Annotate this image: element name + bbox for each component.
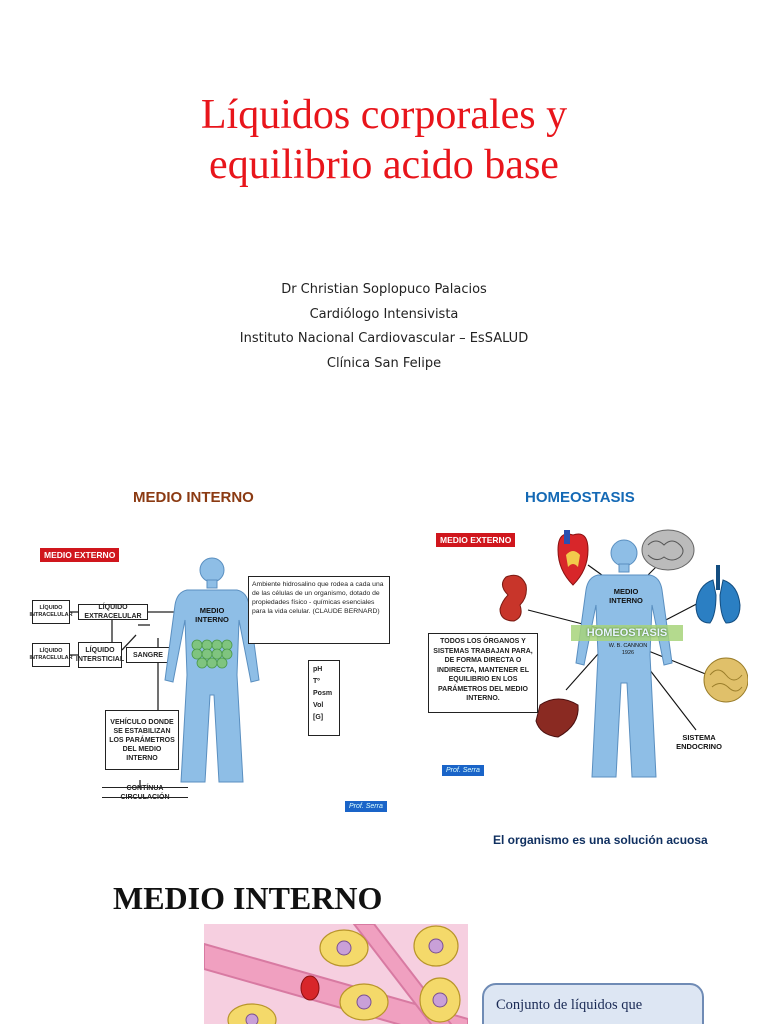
credit-line: Instituto Nacional Cardiovascular – EsSALUD: [239, 331, 529, 346]
intestine-icon: [704, 658, 748, 702]
param-posm: Posm: [313, 690, 333, 697]
lungs-icon: [696, 565, 740, 623]
homeostasis-diagram: [428, 525, 748, 790]
param-ph: pH: [313, 666, 323, 673]
medio-externo-label: MEDIO EXTERNO: [436, 533, 515, 547]
liquido-intracelular-box: LÍQUIDO INTRACELULAR: [32, 643, 70, 667]
credit-line: Clínica San Felipe: [326, 355, 442, 371]
credit-line: Dr Christian Soplopuco Palacios: [281, 282, 487, 297]
vehiculo-box: VEHÍCULO DONDE SE ESTABILIZAN LOS PARÁMETROS DEL MEDIO INTERNO: [105, 710, 179, 770]
slide-caption: El organismo es una solución acuosa: [493, 833, 708, 847]
medio-interno-body-label: MEDIO INTERNO: [609, 587, 643, 605]
credit-badge: Prof. Serra: [442, 765, 484, 776]
cells-illustration: [204, 924, 468, 1024]
medio-externo-label: MEDIO EXTERNO: [40, 548, 119, 562]
param-vol: Vol: [313, 702, 324, 709]
circulacion-box: CONTÍNUA CIRCULACIÓN: [102, 787, 188, 798]
presentation-title: [0, 90, 768, 190]
definition-callout: Conjunto de líquidos que: [482, 983, 704, 1024]
heading-homeostasis: HOMEOSTASIS: [525, 489, 635, 506]
cannon-label: W. B. CANNON 1926: [608, 643, 648, 656]
slide-heading: MEDIO INTERNO: [113, 880, 383, 916]
liquido-intersticial-box: LÍQUIDO INTERSTICIAL: [78, 642, 122, 668]
medio-interno-diagram: [30, 540, 395, 820]
credit-badge: Prof. Serra: [345, 801, 387, 812]
medio-interno-slide: [0, 440, 768, 860]
heart-icon: [558, 530, 588, 585]
organs-note: TODOS LOS ÓRGANOS Y SISTEMAS TRABAJAN PARA, DE FORMA DIRECTA O INDIRECTA, MANTENER EL EQUILIBRIO EN LOS PARÁMETROS DEL MEDIO INTERNO.: [428, 633, 538, 713]
parameters-box: [308, 660, 340, 736]
medio-interno-detail-slide: [0, 860, 768, 1024]
param-glucose: [G]: [313, 714, 324, 721]
brain-icon: [642, 530, 694, 570]
title-line-1: Líquidos corporales y: [200, 92, 568, 138]
liquido-intracelular-box: LÍQUIDO INTRACELULAR: [32, 600, 70, 624]
liquido-extracelular-box: LÍQUIDO EXTRACELULAR: [78, 604, 148, 620]
author-credits: [0, 278, 768, 376]
heading-medio-interno: MEDIO INTERNO: [133, 489, 254, 506]
liver-icon: [536, 699, 578, 737]
credit-line: Cardiólogo Intensivista: [309, 306, 459, 322]
sistema-endocrino-label: SISTEMA ENDOCRINO: [676, 733, 722, 751]
homeostasis-label: HOMEOSTASIS: [586, 627, 668, 639]
param-temp: Tº: [313, 678, 320, 685]
medio-interno-definition-note: Ambiente hidrosalino que rodea a cada una de las células de un organismo, dotado de propiedades físico - químicas esenciales para la vida celular. (CLAUDE BERNARD): [248, 576, 390, 644]
title-line-2: equilibrio acido base: [209, 142, 559, 188]
medio-interno-body-label: MEDIO INTERNO: [195, 606, 229, 624]
sangre-box: SANGRE: [126, 647, 170, 663]
title-slide: [0, 0, 768, 440]
kidney-icon: [500, 575, 526, 621]
